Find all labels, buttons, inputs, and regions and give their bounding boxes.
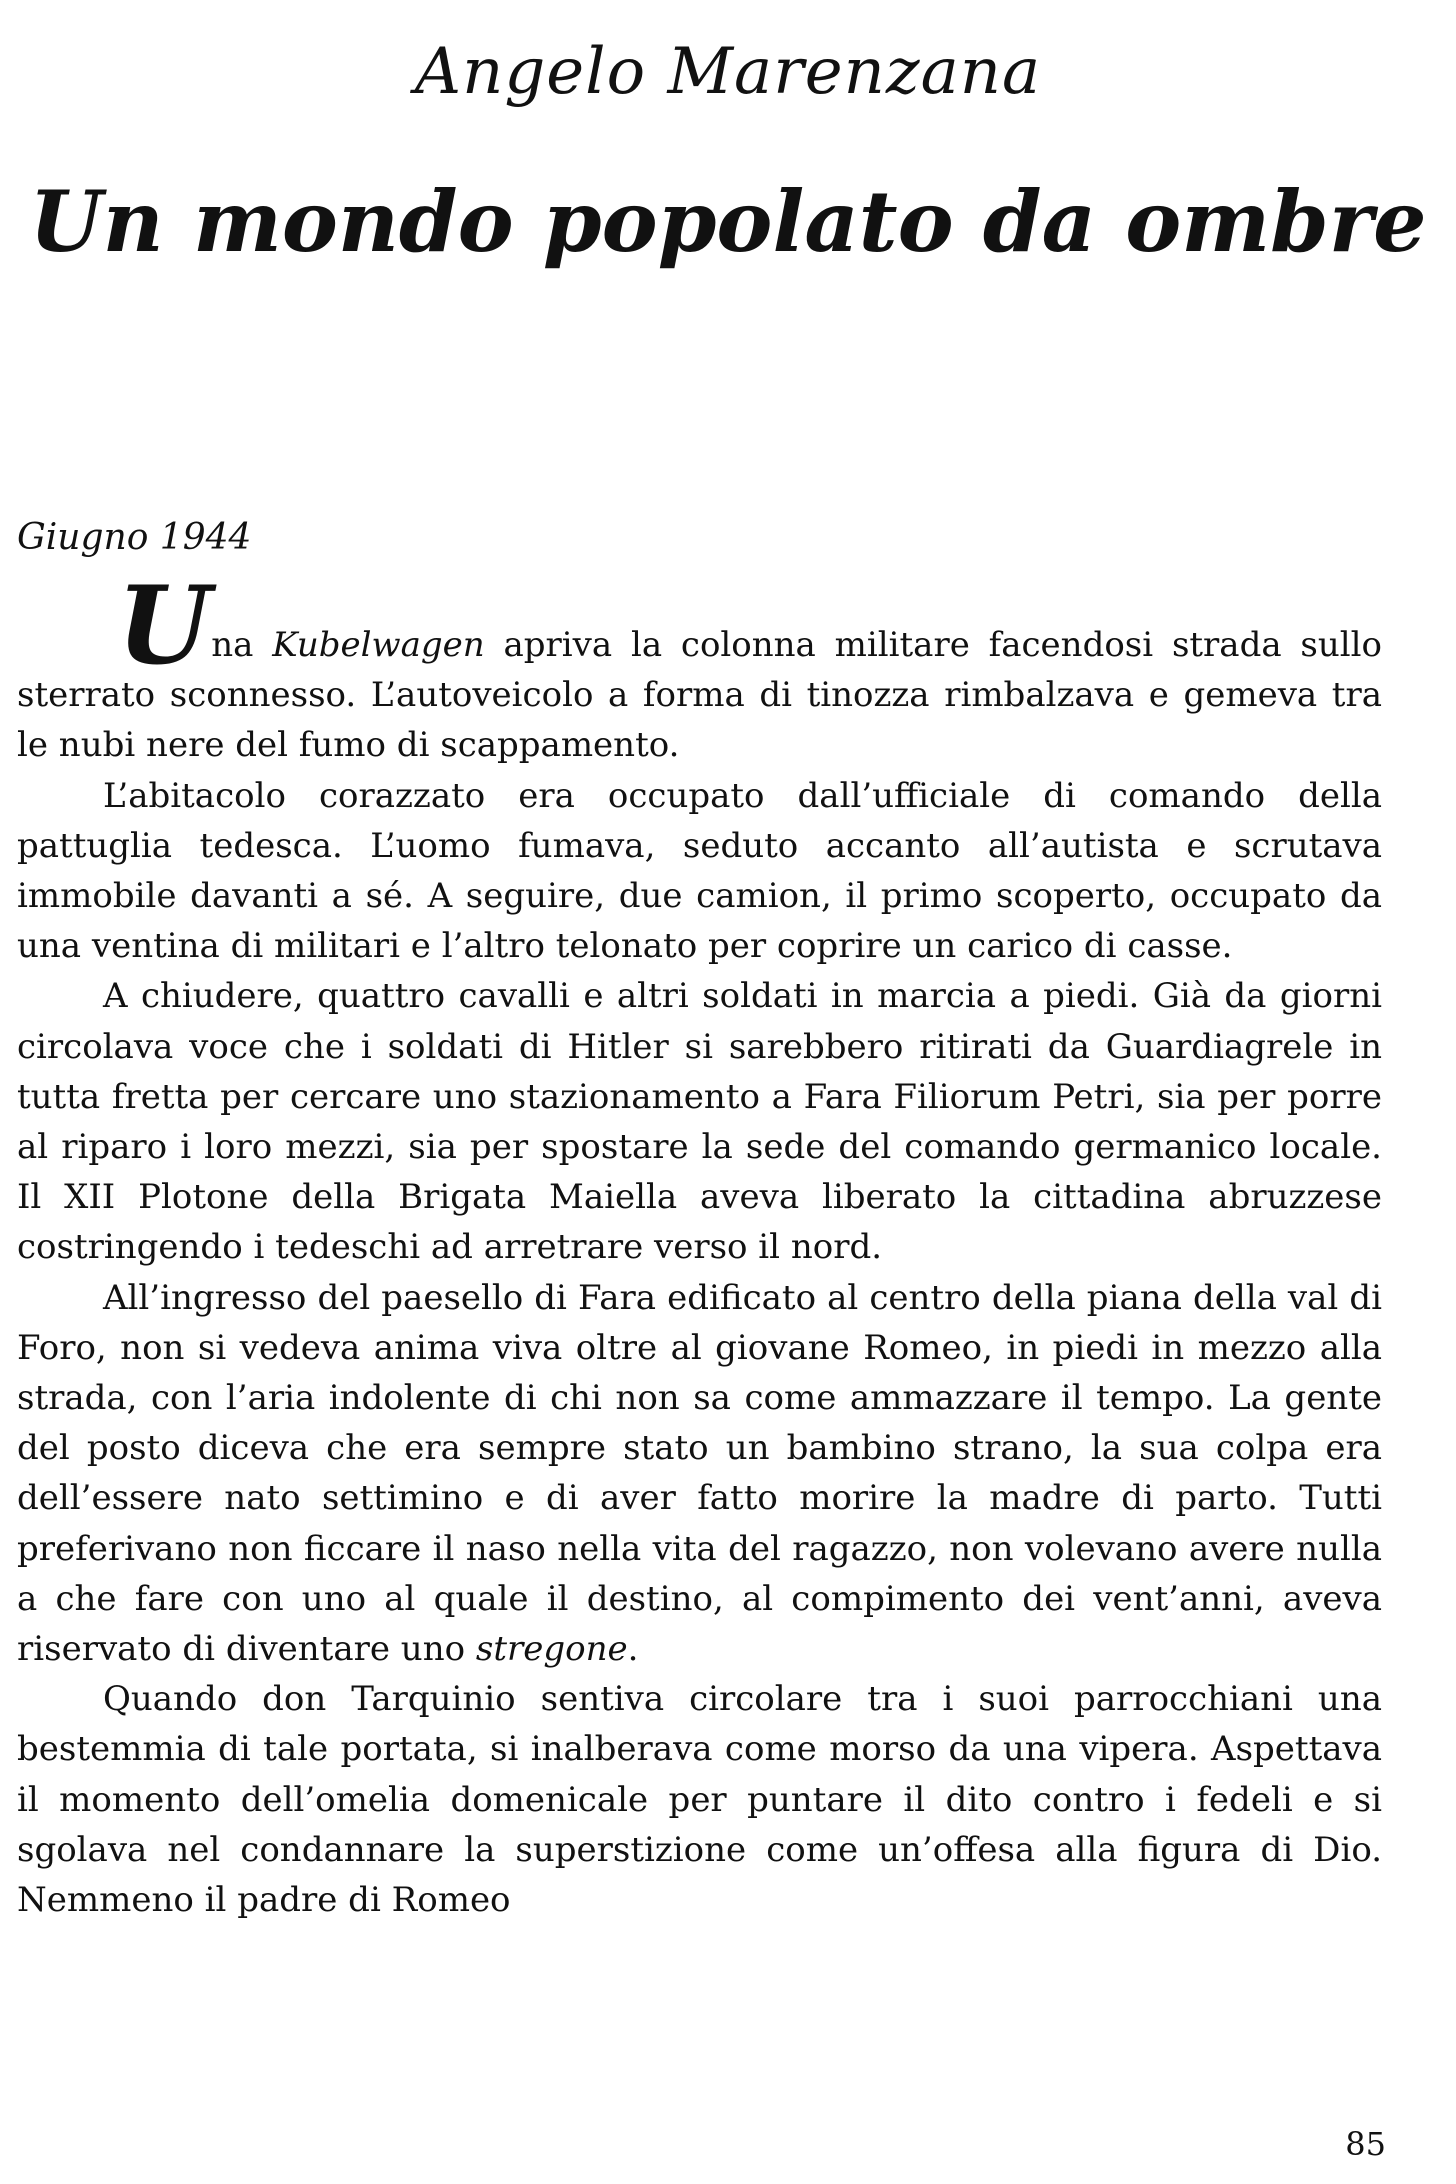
paragraph-3: A chiudere, quattro cavalli e altri soldati in marcia a piedi. Già da giorni circolava voce che i soldati di Hitler si sarebbero ritirati da Guardiagrele in tutta fretta per cercare uno stazionamento a Fara Filiorum Petri, sia per porre al riparo i loro mezzi, sia per spostare la sede del comando germanico locale. Il XII Plotone della Brigata Maiella aveva liberato la cittadina abruzzese costringendo i tedeschi ad arretrare verso il nord.: [17, 976, 1382, 1268]
page-number: 85: [1345, 2125, 1386, 2163]
body-text: [17, 563, 1382, 1925]
dateline: Giugno 1944: [17, 517, 252, 558]
author-name: Angelo Marenzana: [414, 35, 1042, 109]
paragraph-1-part-a: na: [211, 625, 273, 665]
italic-term-kubelwagen: Kubelwagen: [272, 625, 485, 665]
paragraph-4-part-a: All’ingresso del paesello di Fara edificato al centro della piana della val di Foro, non si vedeva anima viva oltre al giovane Romeo, in piedi in mezzo alla strada, con l’aria indolente di chi non sa come ammazzare il tempo. La gente del posto diceva che era sempre stato un bambino strano, la sua colpa era dell’essere nato settimino e di aver fatto morire la madre di parto. Tutti preferivano non ficcare il naso nella vita del ragazzo, non volevano avere nulla a che fare con uno al quale il destino, al compimento dei vent’anni, aveva riservato di diventare uno: [17, 1277, 1382, 1670]
paragraph-1-part-c: apriva la colonna militare facendosi strada sullo sterrato sconnesso. L’autoveicolo a forma di tinozza rimbalzava e gemeva tra le nubi nere del fumo di scappamento.: [17, 625, 1382, 766]
paragraph-5: Quando don Tarquinio sentiva circolare tra i suoi parrocchiani una bestemmia di tale portata, si inalberava come morso da una vipera. Aspettava il momento dell’omelia domenicale per puntare il dito contro i fedeli e si sgolava nel condannare la superstizione come un’offesa alla figura di Dio. Nemmeno il padre di Romeo: [17, 1679, 1382, 1921]
paragraph-4-part-c: .: [627, 1629, 639, 1670]
paragraph-4: [17, 1273, 1382, 1675]
italic-term-stregone: stregone: [475, 1629, 628, 1670]
paragraph-1: [17, 563, 1382, 771]
chapter-title: Un mondo popolato da ombre: [29, 172, 1427, 271]
drop-cap: U: [117, 563, 212, 689]
paragraph-2: L’abitacolo corazzato era occupato dall’ufficiale di comando della pattuglia tedesca. L’uomo fumava, seduto accanto all’autista e scrutava immobile davanti a sé. A seguire, due camion, il primo scoperto, occupato da una ventina di militari e l’altro telonato per coprire un carico di casse.: [17, 775, 1382, 967]
